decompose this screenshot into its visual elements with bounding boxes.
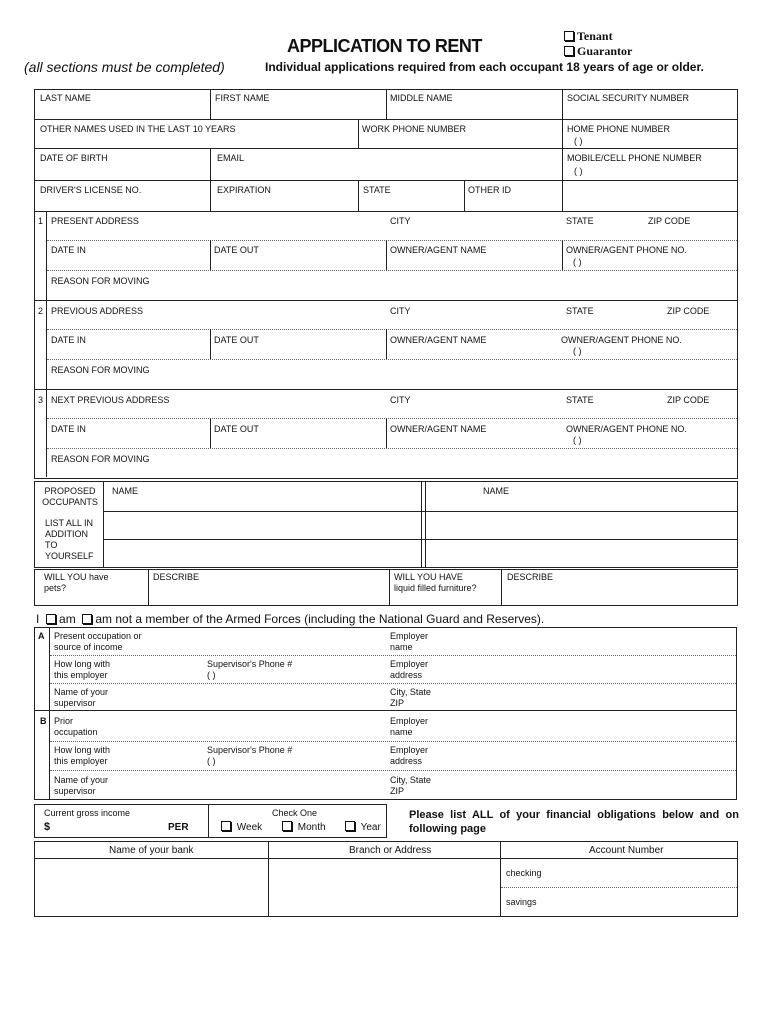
tenant-checkbox[interactable] [564,31,574,41]
address-1-owner: OWNER/AGENT NAME [390,245,487,255]
address-2-date-in: DATE IN [51,335,86,345]
month-label: Month [297,822,326,833]
instruction: Individual applications required from each occupant 18 years of age or older. [265,60,704,74]
month-option[interactable] [282,821,326,833]
savings-label: savings [506,897,537,907]
address-3-state: STATE [566,395,594,405]
present-occupation-label: Present occupation or source of income [54,631,142,652]
divider [34,858,737,859]
week-option[interactable] [221,821,262,833]
divider [421,481,422,567]
divider [389,569,390,605]
address-3-date-out: DATE OUT [214,424,259,434]
employer-name-label: Employer name [390,631,429,652]
address-2-date-out: DATE OUT [214,335,259,345]
subtitle: (all sections must be completed) [24,59,225,75]
week-label: Week [236,822,263,833]
address-2-owner: OWNER/AGENT NAME [390,335,487,345]
divider [148,569,149,605]
year-checkbox[interactable] [345,821,355,831]
divider [47,418,737,419]
pets-question: WILL YOU have pets? [44,572,109,593]
email-label: EMAIL [217,153,245,163]
am-checkbox[interactable] [46,614,56,624]
supervisor-name-label: Name of your supervisor [54,687,109,708]
divider [50,655,736,656]
address-1-reason: REASON FOR MOVING [51,276,150,286]
divider [210,148,211,211]
address-1-date-out: DATE OUT [214,245,259,255]
year-option[interactable] [345,821,381,833]
divider [562,89,563,211]
address-1-zip: ZIP CODE [648,216,691,226]
divider [501,887,737,888]
occupant-name-left: NAME [112,486,139,496]
employer-address-label: Employer address [390,659,429,680]
list-all-label: LIST ALL IN ADDITION TO YOURSELF [45,518,94,561]
other-id-label: OTHER ID [468,185,512,195]
employer-address-b-label: Employer address [390,745,429,766]
city-state-zip-b-label: City, State ZIP [390,775,431,796]
address-2-num: 2 [38,306,44,316]
checking-label: checking [506,868,542,878]
ssn-label: SOCIAL SECURITY NUMBER [567,93,690,103]
divider [34,710,737,711]
employment-b: B [40,716,47,726]
address-2-city: CITY [390,306,411,316]
week-checkbox[interactable] [221,821,231,831]
divider [34,627,737,628]
occupants-section [34,481,738,568]
divider [500,841,501,916]
address-2-owner-phone: OWNER/AGENT PHONE NO. [561,335,682,345]
divider [34,300,737,301]
divider [210,329,211,359]
divider [358,180,359,211]
dob-label: DATE OF BIRTH [40,153,108,163]
address-1-owner-phone: OWNER/AGENT PHONE NO. [566,245,687,255]
proposed-occupants [40,486,100,508]
military-am: am [59,612,76,626]
am-not-checkbox[interactable] [82,614,92,624]
mobile-phone-label: MOBILE/CELL PHONE NUMBER [567,153,702,163]
other-names-label: OTHER NAMES USED IN THE LAST 10 YEARS [40,124,236,134]
address-3-owner-phone: OWNER/AGENT PHONE NO. [566,424,687,434]
address-1-paren: ( ) [573,257,582,267]
per-label: PER [168,822,189,833]
divider [34,627,35,799]
role-guarantor-label: Guarantor [577,44,633,58]
describe-pets: DESCRIBE [153,572,200,582]
divider [386,418,387,448]
divider [34,799,737,800]
divider [210,418,211,448]
gross-income-label: Current gross income [44,808,131,818]
work-phone-label: WORK PHONE NUMBER [362,124,467,134]
account-number-header: Account Number [589,845,664,856]
dl-label: DRIVER'S LICENSE NO. [40,185,142,195]
address-2-label: PREVIOUS ADDRESS [51,306,144,316]
divider [208,804,209,837]
divider [50,770,736,771]
address-3-reason: REASON FOR MOVING [51,454,150,464]
address-2-reason: REASON FOR MOVING [51,365,150,375]
month-checkbox[interactable] [282,821,292,831]
expiration-label: EXPIRATION [217,185,271,195]
furniture-question: WILL YOU HAVE liquid filled furniture? [394,572,477,593]
divider [103,539,737,540]
military-rest: am not a member of the Armed Forces (including the National Guard and Reserves). [95,612,545,626]
divider [268,841,269,916]
home-phone-label: HOME PHONE NUMBER [567,124,671,134]
address-3-zip: ZIP CODE [667,395,710,405]
divider [34,180,737,181]
divider [34,119,737,120]
divider [562,240,563,270]
address-2-zip: ZIP CODE [667,306,710,316]
prior-occupation-label: Prior occupation [54,716,98,737]
employment-a: A [38,631,45,641]
dollar-sign: $ [44,821,51,833]
address-3-paren: ( ) [573,435,582,445]
role-tenant[interactable] [564,29,613,44]
divider [736,627,737,799]
divider [386,89,387,119]
military-i: I [36,612,40,626]
divider [34,389,737,390]
home-phone-paren: ( ) [574,136,583,146]
address-1-num: 1 [38,216,44,226]
divider [386,240,387,270]
divider [46,211,47,477]
address-1-label: PRESENT ADDRESS [51,216,139,226]
address-1-city: CITY [390,216,411,226]
divider [501,569,502,605]
describe-furniture: DESCRIBE [507,572,554,582]
address-3-label: NEXT PREVIOUS ADDRESS [51,395,170,405]
divider [34,211,737,212]
supervisor-name-b-label: Name of your supervisor [54,775,109,796]
divider [49,627,50,799]
divider [47,448,737,449]
address-3-date-in: DATE IN [51,424,86,434]
address-2-state: STATE [566,306,594,316]
mobile-phone-paren: ( ) [574,166,583,176]
year-label: Year [360,822,381,833]
branch-header: Branch or Address [349,845,432,856]
first-name-label: FIRST NAME [215,93,270,103]
role-guarantor[interactable] [564,44,632,59]
divider [34,148,737,149]
form-title: APPLICATION TO RENT [287,36,482,56]
address-3-num: 3 [38,395,44,405]
divider [47,270,737,271]
divider [47,329,737,330]
city-state-zip-label: City, State ZIP [390,687,431,708]
divider [47,359,737,360]
address-1-date-in: DATE IN [51,245,86,255]
how-long-label: How long with this employer [54,659,111,680]
pets-furniture-row [34,569,738,606]
employer-name-b-label: Employer name [390,716,429,737]
address-2-paren: ( ) [573,346,582,356]
last-name-label: LAST NAME [40,93,91,103]
role-tenant-label: Tenant [577,29,613,43]
divider [358,119,359,148]
obligations-note: Please list ALL of your financial obligations below and on following page [409,809,739,835]
proposed-occupants-label: PROPOSED OCCUPANTS [42,486,98,507]
divider [103,481,104,567]
address-3-city: CITY [390,395,411,405]
middle-name-label: MIDDLE NAME [390,93,453,103]
divider [47,240,737,241]
guarantor-checkbox[interactable] [564,46,574,56]
supervisor-phone-label: Supervisor's Phone # ( ) [207,659,293,680]
state-label: STATE [363,185,391,195]
divider [386,329,387,359]
address-1-state: STATE [566,216,594,226]
supervisor-phone-b-label: Supervisor's Phone # ( ) [207,745,293,766]
occupant-name-right: NAME [483,486,510,496]
divider [464,180,465,211]
military-statement [36,612,544,626]
bank-name-header: Name of your bank [109,845,194,856]
divider [210,240,211,270]
how-long-b-label: How long with this employer [54,745,111,766]
check-one-label: Check One [272,808,318,818]
divider [50,741,736,742]
divider [425,481,426,567]
address-3-owner: OWNER/AGENT NAME [390,424,487,434]
divider [210,89,211,119]
divider [103,511,737,512]
divider [50,683,736,684]
